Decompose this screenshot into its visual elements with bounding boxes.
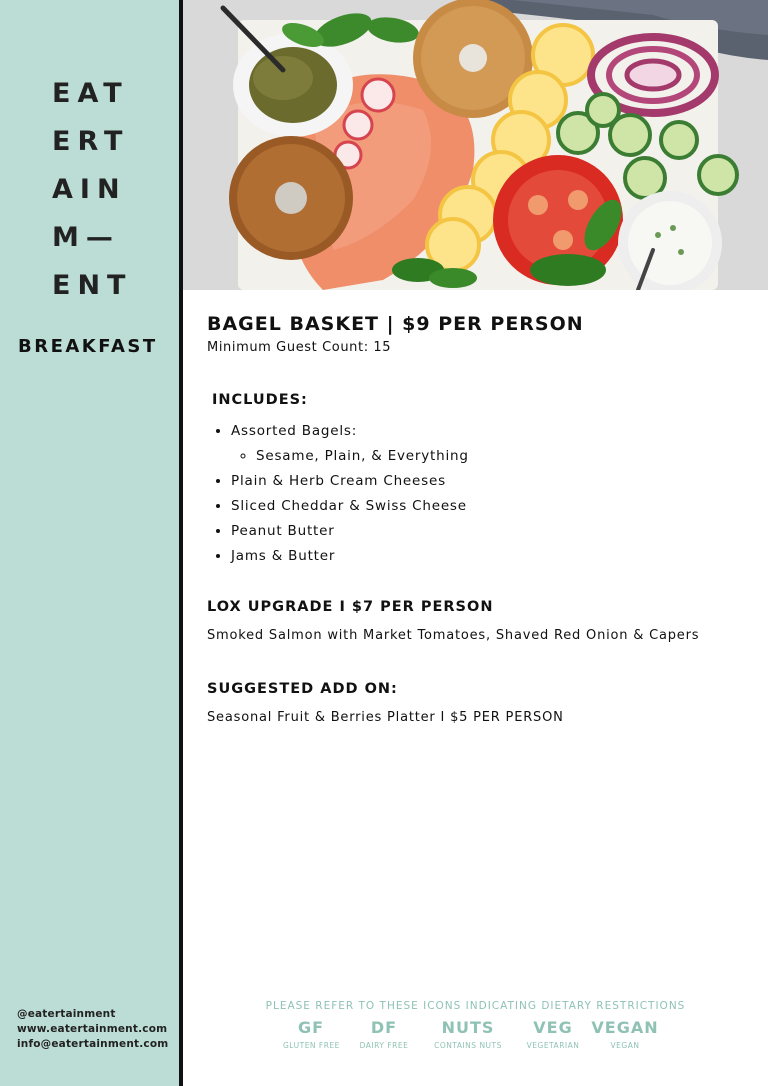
menu-title: BAGEL BASKET | $9 PER PERSON [207, 313, 584, 335]
lox-upgrade-description: Smoked Salmon with Market Tomatoes, Shaved Red Onion & Capers [207, 628, 700, 643]
menu-section-label: BREAKFAST [18, 336, 158, 357]
logo-line: EAT [52, 78, 129, 109]
dietary-label: GLUTEN FREE [283, 1041, 340, 1050]
dietary-code: VEGAN [591, 1018, 659, 1037]
dietary-code: VEG [533, 1018, 573, 1037]
list-item-label: Jams & Butter [231, 548, 336, 564]
dietary-icon-vegan [591, 1018, 659, 1050]
dietary-icon-veg [521, 1018, 585, 1050]
dietary-icon-nuts [429, 1018, 507, 1050]
eatertainment-logo [52, 70, 142, 310]
list-item-label: Peanut Butter [231, 523, 335, 539]
dietary-code: GF [297, 1018, 325, 1037]
dietary-icon-gf [283, 1018, 339, 1050]
email-address: info@eatertainment.com [17, 1038, 169, 1050]
includes-heading: INCLUDES: [212, 392, 308, 408]
brand-sidebar [0, 0, 179, 1086]
contact-info [17, 1007, 177, 1052]
dietary-label: CONTAINS NUTS [434, 1041, 502, 1050]
social-handle: @eatertainment [17, 1008, 116, 1020]
list-item [231, 544, 469, 569]
includes-list [207, 419, 469, 569]
add-on-heading: SUGGESTED ADD ON: [207, 681, 398, 697]
list-item-label: Assorted Bagels: [231, 423, 358, 439]
logo-line: ENT [52, 270, 133, 301]
dietary-icon-df [356, 1018, 412, 1050]
add-on-description: Seasonal Fruit & Berries Platter I $5 PER PERSON [207, 710, 564, 725]
website-url: www.eatertainment.com [17, 1023, 168, 1035]
list-item [231, 469, 469, 494]
bagel-platter-photo [183, 0, 768, 290]
logo-line: M— [52, 222, 120, 253]
sub-list-item [256, 444, 469, 469]
dietary-legend [183, 1000, 768, 1050]
dietary-code: DF [370, 1018, 398, 1037]
lox-upgrade-heading: LOX UPGRADE I $7 PER PERSON [207, 599, 494, 615]
dietary-label: DAIRY FREE [359, 1041, 409, 1050]
food-photo-illustration [183, 0, 768, 290]
logo-line: AIN [52, 174, 127, 205]
list-item-label: Sliced Cheddar & Swiss Cheese [231, 498, 467, 514]
list-item-label: Plain & Herb Cream Cheeses [231, 473, 446, 489]
logo-line: ERT [52, 126, 130, 157]
dietary-note: PLEASE REFER TO THESE ICONS INDICATING DIETARY RESTRICTIONS [265, 1000, 686, 1012]
dietary-code: NUTS [441, 1018, 495, 1037]
dietary-label: VEGAN [610, 1041, 640, 1050]
list-item [231, 419, 469, 469]
list-item [231, 494, 469, 519]
list-item [231, 519, 469, 544]
dietary-label: VEGETARIAN [526, 1041, 580, 1050]
minimum-guest-count: Minimum Guest Count: 15 [207, 340, 392, 355]
sub-list-item-label: Sesame, Plain, & Everything [256, 448, 469, 464]
